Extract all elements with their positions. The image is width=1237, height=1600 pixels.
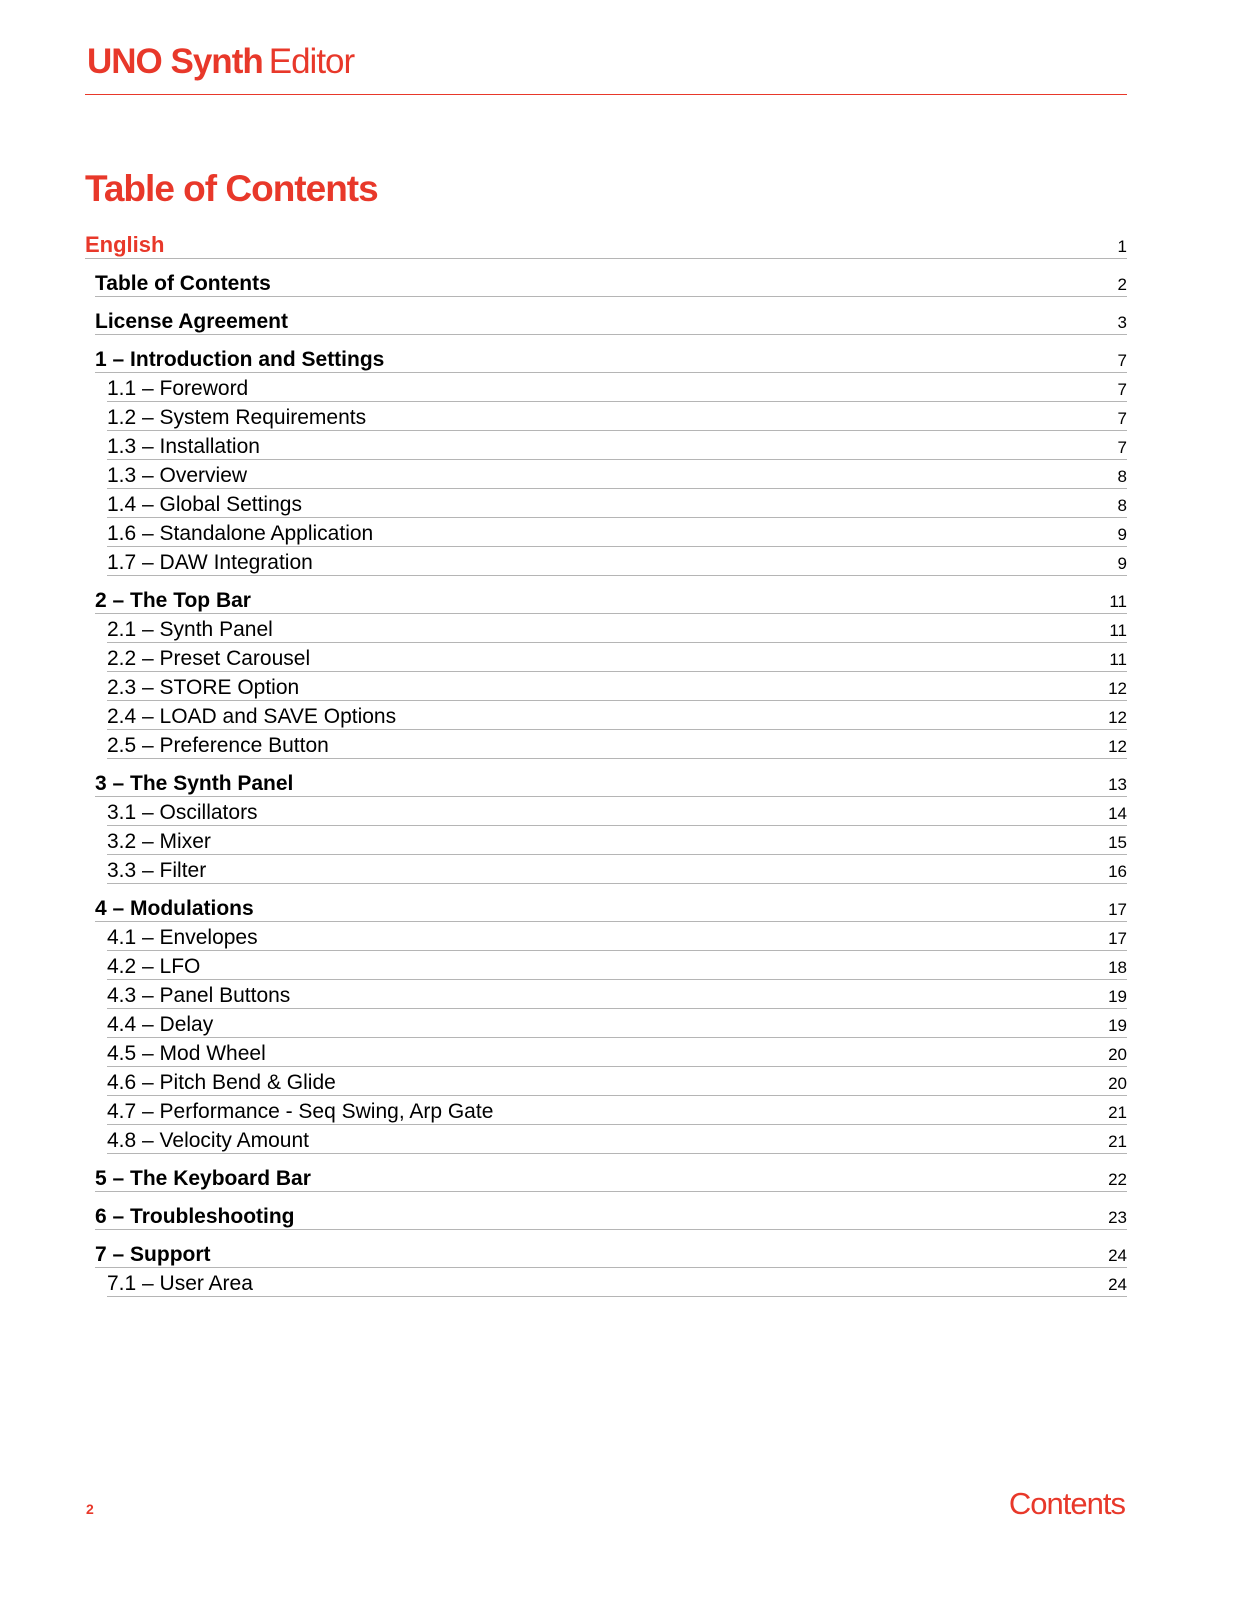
- toc-entry-label: 6 – Troubleshooting: [95, 1205, 295, 1228]
- table-of-contents: [85, 230, 1127, 1297]
- toc-entry-label: 2.2 – Preset Carousel: [107, 647, 311, 670]
- toc-entry-page: 21: [1108, 1132, 1127, 1151]
- toc-entry-label: 2.3 – STORE Option: [107, 676, 300, 699]
- toc-entry[interactable]: [107, 548, 1127, 576]
- toc-entry[interactable]: [107, 798, 1127, 826]
- toc-entry-page: 18: [1108, 958, 1127, 977]
- toc-entry[interactable]: [107, 1039, 1127, 1067]
- toc-entry[interactable]: [107, 731, 1127, 759]
- toc-entry[interactable]: [107, 490, 1127, 518]
- toc-entry-page: 7: [1117, 351, 1127, 370]
- toc-entry[interactable]: [107, 673, 1127, 701]
- toc-entry-label: 1.1 – Foreword: [107, 377, 249, 400]
- toc-entry-page: 11: [1109, 650, 1127, 669]
- toc-entry-label: License Agreement: [95, 310, 288, 333]
- toc-entry-page: 8: [1117, 467, 1127, 486]
- toc-entry[interactable]: [95, 344, 1127, 373]
- toc-entry-label: 4.3 – Panel Buttons: [107, 984, 291, 1007]
- toc-entry-page: 17: [1108, 900, 1127, 919]
- toc-entry[interactable]: [107, 519, 1127, 547]
- toc-entry-page: 9: [1117, 525, 1127, 544]
- toc-entry[interactable]: [95, 268, 1127, 297]
- toc-entry[interactable]: [95, 306, 1127, 335]
- toc-entry[interactable]: [107, 1126, 1127, 1154]
- toc-entry[interactable]: [107, 1269, 1127, 1297]
- toc-entry[interactable]: [107, 615, 1127, 643]
- toc-entry-label: 1.6 – Standalone Application: [107, 522, 374, 545]
- toc-entry[interactable]: [107, 1097, 1127, 1125]
- page-title: Table of Contents: [85, 168, 378, 209]
- toc-entry[interactable]: [107, 1010, 1127, 1038]
- toc-entry-page: 9: [1117, 554, 1127, 573]
- toc-entry-page: 14: [1108, 804, 1127, 823]
- toc-entry-page: 11: [1109, 592, 1127, 611]
- page-number: 2: [86, 1501, 94, 1517]
- toc-entry-label: 5 – The Keyboard Bar: [95, 1167, 311, 1190]
- brand-logo: [87, 42, 354, 82]
- toc-entry[interactable]: [107, 374, 1127, 402]
- toc-entry-page: 24: [1108, 1246, 1127, 1265]
- toc-entry-page: 21: [1108, 1103, 1127, 1122]
- toc-entry-page: 24: [1108, 1275, 1127, 1294]
- toc-entry-page: 11: [1109, 621, 1127, 640]
- toc-entry[interactable]: [95, 768, 1127, 797]
- toc-entry[interactable]: [107, 702, 1127, 730]
- toc-entry-label: 3.3 – Filter: [107, 859, 207, 882]
- toc-entry[interactable]: [107, 432, 1127, 460]
- toc-entry[interactable]: [107, 952, 1127, 980]
- toc-entry-label: 1.2 – System Requirements: [107, 406, 367, 429]
- toc-entry[interactable]: [95, 1201, 1127, 1230]
- toc-entry-label: Table of Contents: [95, 272, 271, 295]
- toc-entry[interactable]: [95, 893, 1127, 922]
- toc-entry-label: 4.7 – Performance - Seq Swing, Arp Gate: [107, 1100, 494, 1123]
- toc-entry-page: 19: [1108, 1016, 1127, 1035]
- toc-entry-label: 3.1 – Oscillators: [107, 801, 258, 824]
- brand-product: Editor: [268, 42, 355, 81]
- toc-entry-label: 4.5 – Mod Wheel: [107, 1042, 266, 1065]
- toc-entry-label: English: [85, 232, 165, 257]
- toc-entry[interactable]: [107, 403, 1127, 431]
- toc-entry-page: 13: [1108, 775, 1127, 794]
- toc-entry[interactable]: [85, 230, 1127, 259]
- toc-entry-label: 2.4 – LOAD and SAVE Options: [107, 705, 397, 728]
- toc-entry-label: 4.2 – LFO: [107, 955, 201, 978]
- toc-entry-page: 17: [1108, 929, 1127, 948]
- toc-entry-label: 4.8 – Velocity Amount: [107, 1129, 309, 1152]
- toc-entry[interactable]: [107, 923, 1127, 951]
- toc-entry[interactable]: [95, 585, 1127, 614]
- toc-entry-label: 1.4 – Global Settings: [107, 493, 302, 516]
- toc-entry-label: 7.1 – User Area: [107, 1272, 253, 1295]
- toc-entry-page: 23: [1108, 1208, 1127, 1227]
- toc-entry-page: 7: [1117, 380, 1127, 399]
- toc-entry-label: 1.3 – Overview: [107, 464, 248, 487]
- toc-entry[interactable]: [95, 1239, 1127, 1268]
- toc-entry-label: 1 – Introduction and Settings: [95, 348, 385, 371]
- toc-entry-page: 8: [1117, 496, 1127, 515]
- toc-entry-page: 16: [1108, 862, 1127, 881]
- toc-entry-label: 4.6 – Pitch Bend & Glide: [107, 1071, 336, 1094]
- page-header: [85, 40, 1127, 95]
- toc-entry-page: 22: [1108, 1170, 1127, 1189]
- toc-entry-page: 15: [1108, 833, 1127, 852]
- toc-entry[interactable]: [107, 856, 1127, 884]
- toc-entry[interactable]: [107, 827, 1127, 855]
- toc-entry-label: 7 – Support: [95, 1243, 211, 1266]
- toc-entry-page: 3: [1117, 313, 1127, 332]
- toc-entry-label: 1.3 – Installation: [107, 435, 260, 458]
- toc-entry-page: 12: [1108, 679, 1127, 698]
- toc-entry[interactable]: [107, 1068, 1127, 1096]
- toc-entry-page: 12: [1108, 708, 1127, 727]
- toc-entry-page: 2: [1117, 275, 1127, 294]
- toc-entry[interactable]: [95, 1163, 1127, 1192]
- toc-entry-label: 4 – Modulations: [95, 897, 254, 920]
- toc-entry-label: 1.7 – DAW Integration: [107, 551, 313, 574]
- toc-entry[interactable]: [107, 461, 1127, 489]
- toc-entry-page: 12: [1108, 737, 1127, 756]
- toc-entry[interactable]: [107, 981, 1127, 1009]
- toc-entry-label: 3 – The Synth Panel: [95, 772, 294, 795]
- toc-entry[interactable]: [107, 644, 1127, 672]
- toc-entry-label: 2.5 – Preference Button: [107, 734, 329, 757]
- toc-entry-label: 3.2 – Mixer: [107, 830, 211, 853]
- toc-entry-page: 20: [1108, 1074, 1127, 1093]
- section-name: Contents: [1008, 1486, 1125, 1521]
- toc-entry-label: 2 – The Top Bar: [95, 589, 251, 612]
- toc-entry-page: 1: [1117, 237, 1127, 256]
- toc-entry-page: 7: [1117, 409, 1127, 428]
- toc-entry-label: 2.1 – Synth Panel: [107, 618, 273, 641]
- toc-entry-page: 20: [1108, 1045, 1127, 1064]
- toc-entry-label: 4.4 – Delay: [107, 1013, 214, 1036]
- brand-name: UNO Synth: [87, 42, 263, 81]
- toc-entry-label: 4.1 – Envelopes: [107, 926, 258, 949]
- toc-entry-page: 7: [1117, 438, 1127, 457]
- toc-entry-page: 19: [1108, 987, 1127, 1006]
